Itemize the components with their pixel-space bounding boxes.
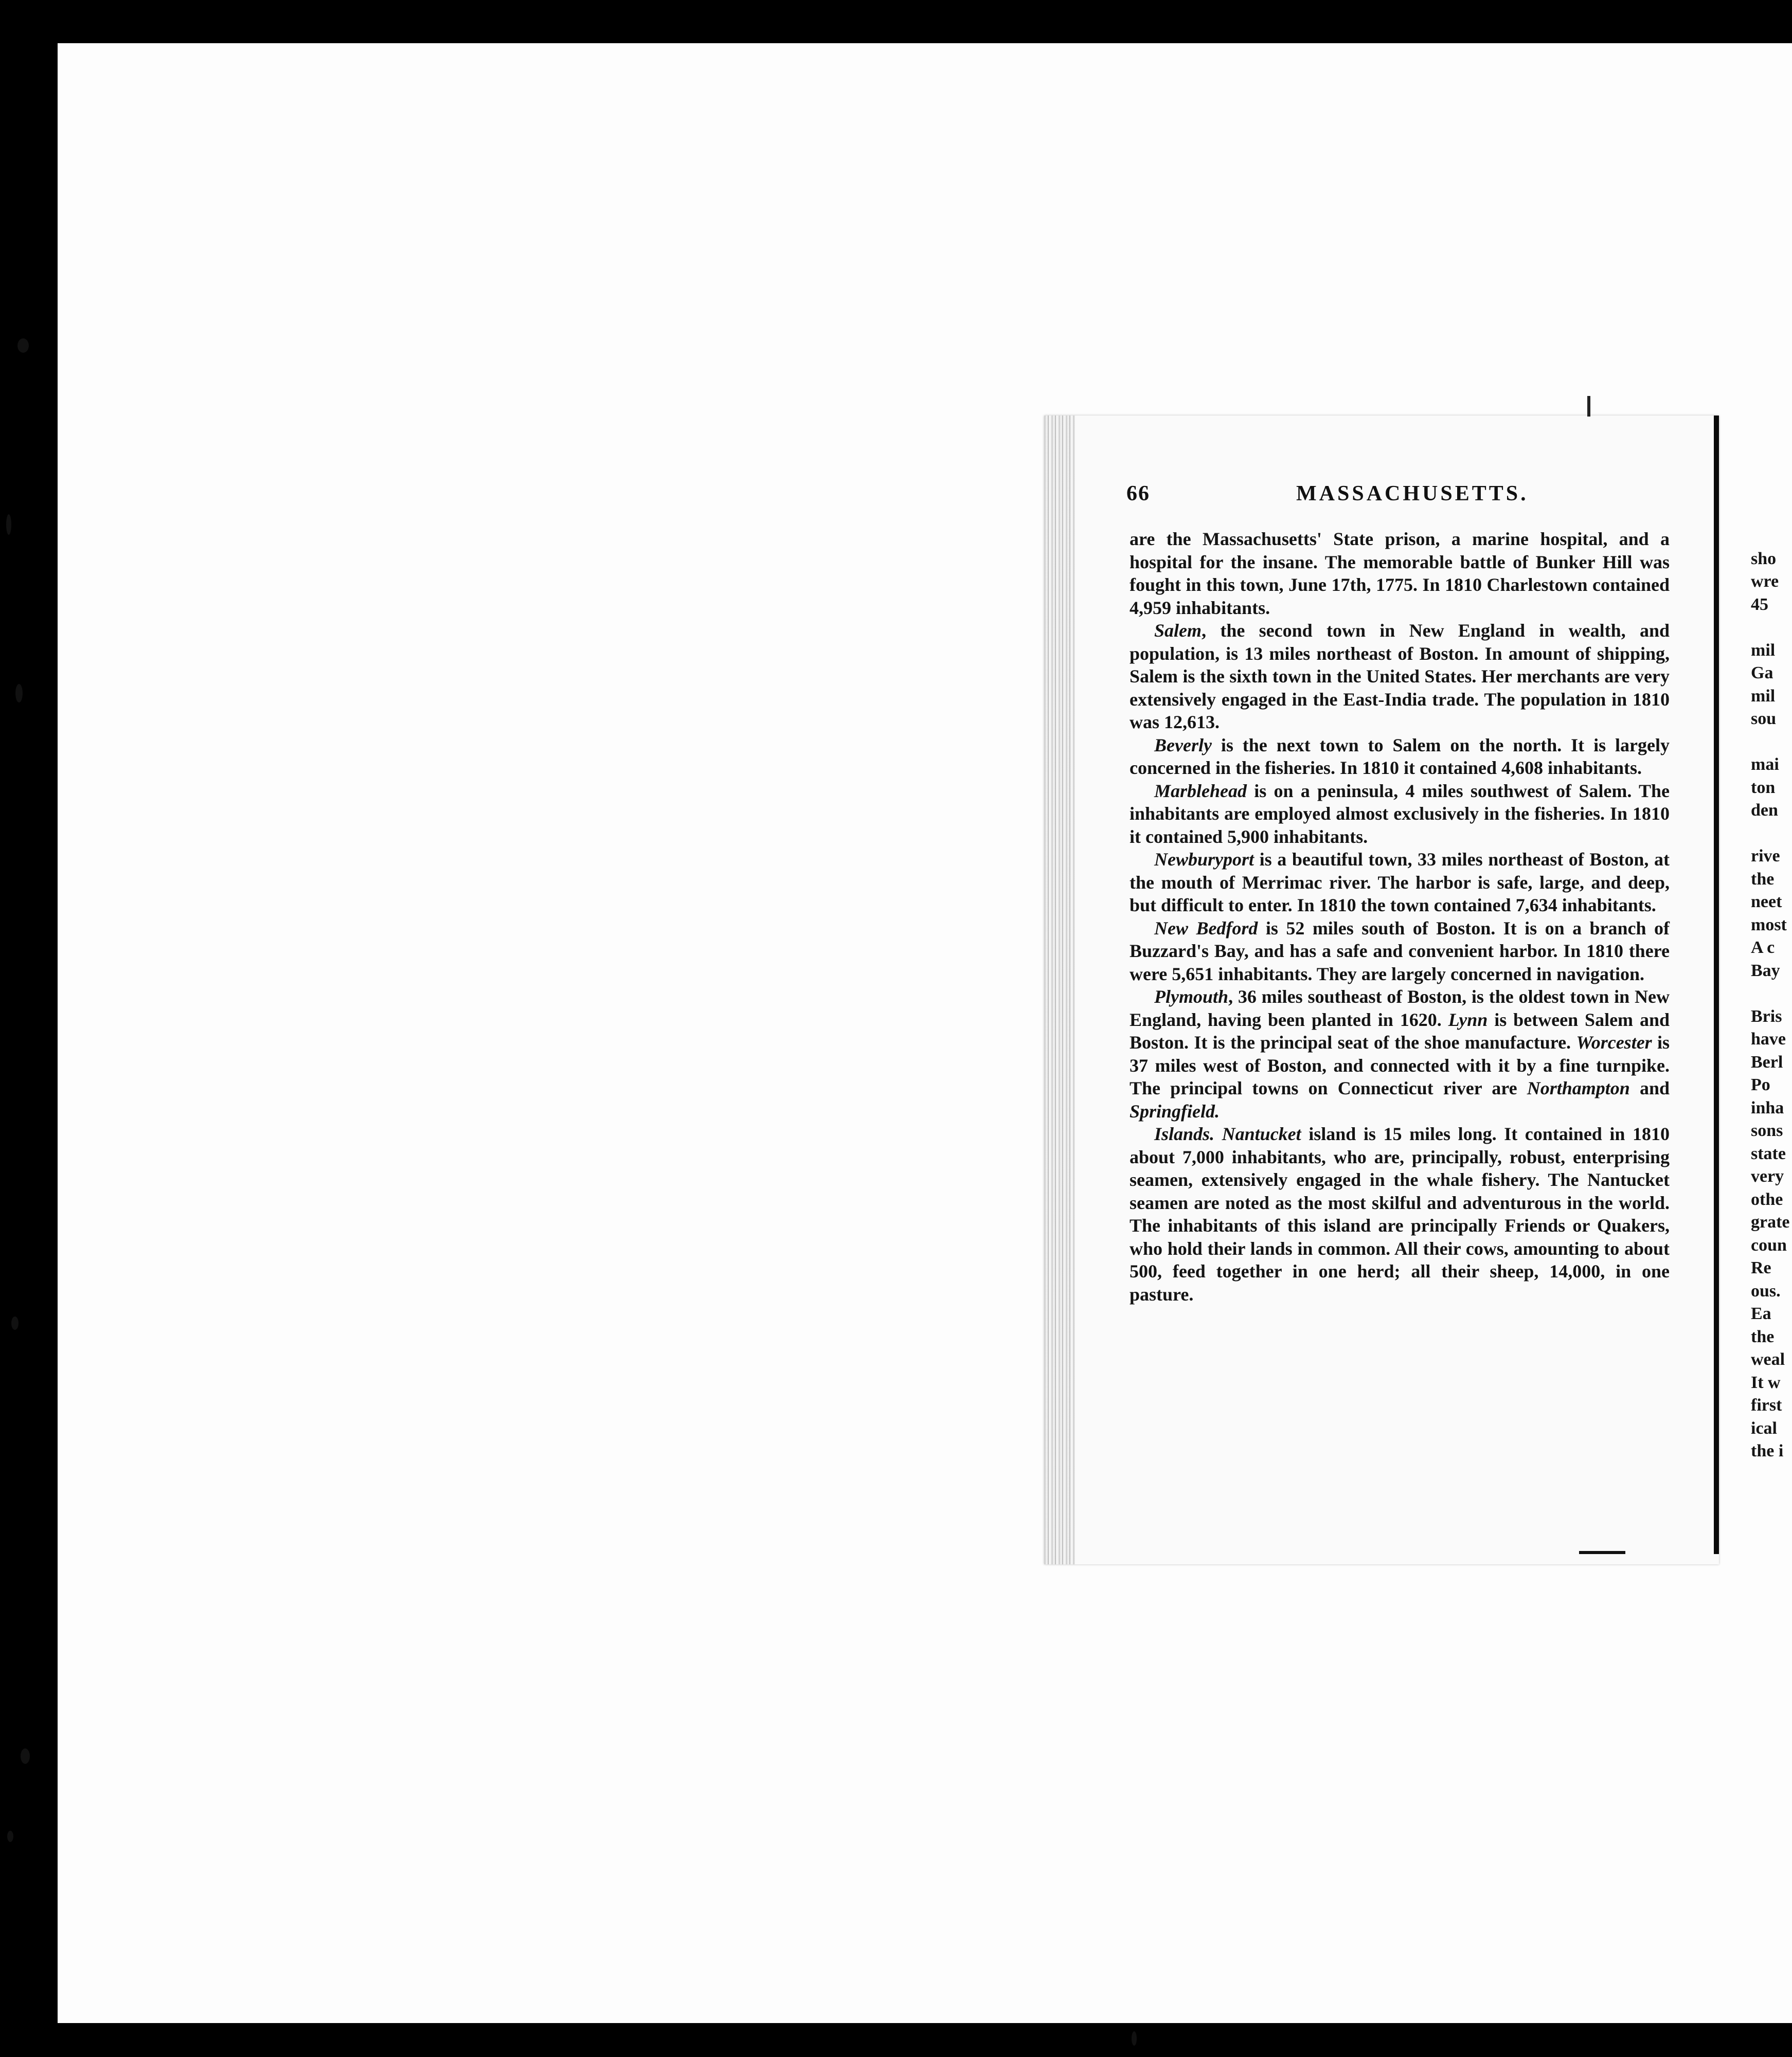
fragment-line: ical xyxy=(1751,1418,1777,1438)
fragment-line: have xyxy=(1751,1030,1786,1049)
italic-term: Worcester xyxy=(1576,1032,1652,1053)
paragraph-text: , the second town in New England in wealth, and population, is 13 miles northeast of Boston. In amount of shipping, Salem is the sixth town in the United States. Her merchants are very extensively engaged in the East-India trade. The population in 1810 was 12,613. xyxy=(1130,620,1670,732)
paragraph-text: is 37 miles west of Boston, and connected with it by a fine turnpike. The principal towns on Connecticut river are xyxy=(1130,1032,1670,1098)
fragment-line: Bay xyxy=(1751,961,1780,980)
facing-page-fragment xyxy=(1751,525,1792,1463)
fragment-line: Ea xyxy=(1751,1304,1771,1323)
fragment-line: A c xyxy=(1751,938,1775,957)
fragment-line: sho xyxy=(1751,549,1777,568)
gutter-mark xyxy=(1579,1551,1625,1554)
fragment-line: neet xyxy=(1751,892,1782,911)
fragment-line: the xyxy=(1751,869,1775,889)
page-edge-shadow xyxy=(1044,416,1075,1564)
paragraph-text: is between Salem and Boston. It is the principal seat of the shoe manufacture. xyxy=(1130,1009,1670,1053)
paragraph-text: and xyxy=(1629,1078,1670,1098)
paragraph xyxy=(1130,619,1670,734)
fragment-line: wre xyxy=(1751,572,1779,591)
fragment-line: It w xyxy=(1751,1373,1781,1392)
paragraph-text: are the Massachusetts' State prison, a marine hospital, and a hospital for the insane. The memorable battle of Bunker Hill was fought in this town, June 17th, 1775. In 1810 Charlestown contained 4,959 inhabitants. xyxy=(1130,529,1670,618)
dust-speck xyxy=(15,684,23,702)
dust-speck xyxy=(17,338,29,353)
paragraph-text: is 52 miles south of Boston. It is on a branch of Buzzard's Bay, and has a safe and convenient harbor. In 1810 there were 5,651 inhabitants. They are largely concerned in navigation. xyxy=(1130,917,1670,984)
dust-speck xyxy=(6,514,11,535)
fragment-line: weal xyxy=(1751,1350,1785,1369)
fragment-line xyxy=(1751,731,1792,754)
fragment-line: Bris xyxy=(1751,1006,1782,1026)
fragment-line: grate xyxy=(1751,1213,1790,1232)
paragraph xyxy=(1130,780,1670,849)
italic-term: Marblehead xyxy=(1154,780,1247,801)
fragment-line: 45 xyxy=(1751,594,1768,614)
fragment-line: most xyxy=(1751,915,1787,934)
fragment-line: inha xyxy=(1751,1098,1784,1117)
italic-term: Salem xyxy=(1154,620,1202,641)
page-body-text xyxy=(1130,528,1670,1306)
italic-term: New Bedford xyxy=(1154,917,1258,939)
fragment-line: Re xyxy=(1751,1258,1771,1277)
fragment-line: state xyxy=(1751,1144,1786,1163)
fragment-line xyxy=(1751,982,1792,1005)
paragraph-text: , 36 miles southeast of Boston, is the oldest town in New England, having been planted in 1620. xyxy=(1130,986,1670,1030)
italic-term: Nantucket xyxy=(1222,1124,1301,1144)
italic-term: Beverly xyxy=(1154,734,1212,755)
dust-speck xyxy=(7,1831,13,1842)
italic-term: Plymouth xyxy=(1154,986,1229,1007)
fragment-line: the i xyxy=(1751,1441,1784,1460)
fragment-line: first xyxy=(1751,1396,1782,1415)
fragment-line: ton xyxy=(1751,778,1776,797)
dust-speck xyxy=(1132,2031,1137,2046)
dust-speck xyxy=(21,1748,30,1764)
fragment-line: Po xyxy=(1751,1075,1770,1094)
fragment-line: othe xyxy=(1751,1189,1783,1209)
paragraph xyxy=(1130,848,1670,917)
fragment-line: coun xyxy=(1751,1235,1787,1255)
fragment-line: den xyxy=(1751,801,1778,820)
fragment-line: mil xyxy=(1751,640,1776,660)
book-gutter xyxy=(1714,416,1719,1554)
page-title: MASSACHUSETTS. xyxy=(1296,482,1529,506)
paragraph xyxy=(1130,985,1670,1123)
paragraph-text: is a beautiful town, 33 miles northeast of Boston, at the mouth of Merrimac river. The harbor is safe, large, and deep, but difficult to enter. In 1810 the town contained 7,634 inhabitants. xyxy=(1130,849,1670,915)
fragment-line: Berl xyxy=(1751,1052,1783,1072)
dust-speck xyxy=(11,1316,19,1330)
paragraph xyxy=(1130,917,1670,986)
italic-term: Northampton xyxy=(1527,1078,1630,1098)
fragment-line: ous. xyxy=(1751,1281,1781,1301)
fragment-line: the xyxy=(1751,1327,1775,1346)
paragraph xyxy=(1130,734,1670,780)
fragment-line xyxy=(1751,822,1792,845)
fragment-line xyxy=(1751,616,1792,639)
fragment-line: sons xyxy=(1751,1121,1783,1140)
paragraph-text: is the next town to Salem on the north. It is largely concerned in the fisheries. In 1810 it contained 4,608 inhabitants. xyxy=(1130,734,1670,778)
italic-term: Islands. xyxy=(1154,1124,1215,1144)
fragment-line: mai xyxy=(1751,755,1779,774)
paragraph-text xyxy=(1214,1124,1222,1144)
italic-term: Springfield. xyxy=(1130,1100,1220,1122)
fragment-line: Ga xyxy=(1751,663,1773,682)
paragraph xyxy=(1130,528,1670,619)
page-number: 66 xyxy=(1126,482,1150,506)
italic-term: Newburyport xyxy=(1154,849,1255,870)
paragraph-text: island is 15 miles long. It contained in 1810 about 7,000 inhabitants, who are, principally, robust, enterprising seamen, extensively engaged in the whale fishery. The Nantucket seamen are noted as the most skilful and adventurous in the world. The inhabitants of this island are principally Friends or Quakers, who hold their lands in common. All their cows, amounting to about 500, feed together in one herd; all their sheep, 14,000, in one pasture. xyxy=(1130,1124,1670,1305)
fragment-line: mil xyxy=(1751,686,1776,706)
paragraph-text: is on a peninsula, 4 miles southwest of Salem. The inhabitants are employed almost exclusively in the fisheries. In 1810 it contained 5,900 inhabitants. xyxy=(1130,780,1670,847)
fragment-line: sou xyxy=(1751,709,1777,728)
fragment-line: very xyxy=(1751,1167,1784,1186)
running-head xyxy=(1126,481,1692,512)
fragment-line xyxy=(1751,525,1792,548)
fragment-line: rive xyxy=(1751,846,1780,865)
italic-term: Lynn xyxy=(1448,1009,1488,1030)
gutter-mark xyxy=(1587,396,1590,417)
paragraph xyxy=(1130,1123,1670,1306)
